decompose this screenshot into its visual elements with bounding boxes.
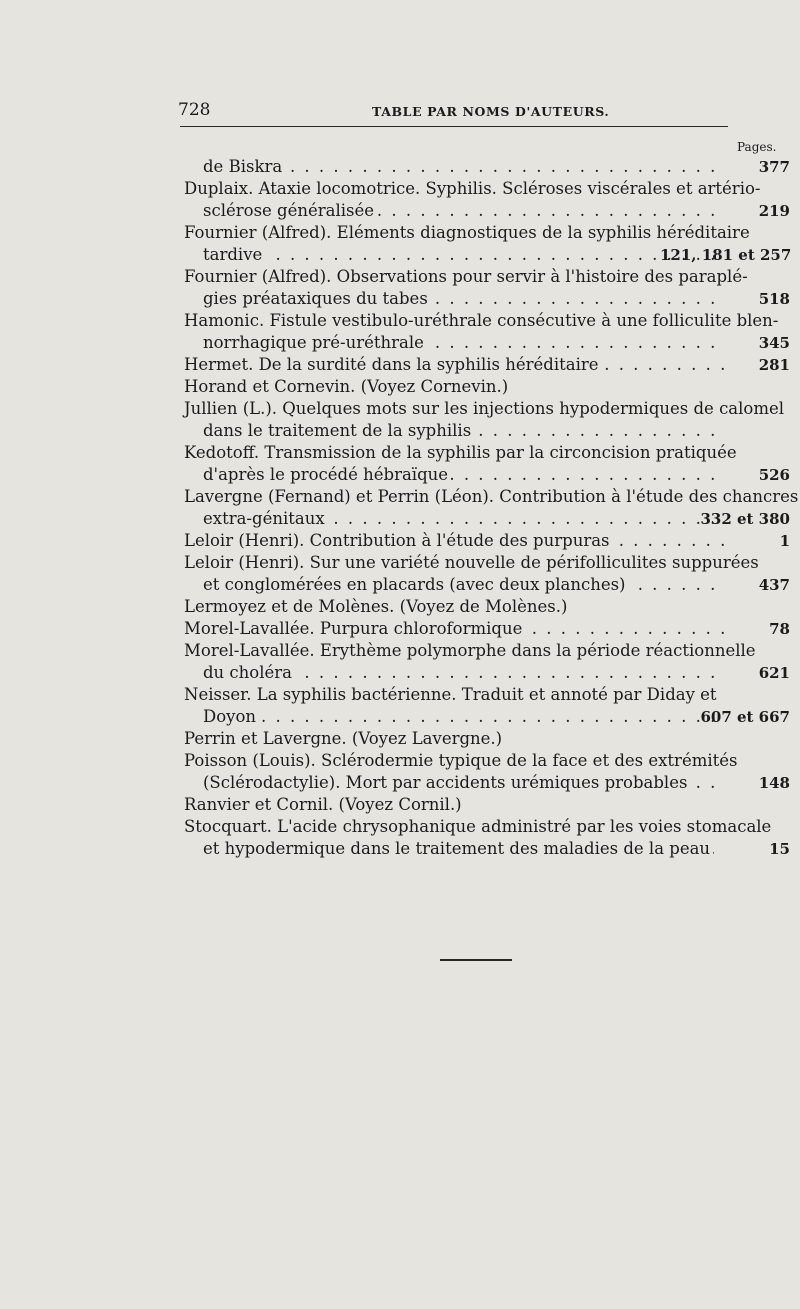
end-rule [440,959,512,961]
entry-first-line [184,750,738,772]
pages-column-label: Pages. [737,140,777,154]
entry-text: de Biskra [203,157,285,176]
entry-text: Morel-Lavallée. Purpura chloroformique [184,619,525,638]
entry-text: Poisson (Louis). Sclérodermie typique de la face et des extrémités [184,751,741,770]
index-entry [184,222,792,266]
entry-text: (Sclérodactylie). Mort par accidents urémiques probables [203,773,690,792]
entry-first-line [184,728,724,750]
index-entry [184,618,790,640]
index-entry [184,178,790,222]
entry-text: tardive [203,245,265,264]
page-reference: 526 [758,466,790,484]
entry-first-line [184,398,785,420]
entry-continuation-line [184,838,790,860]
entry-continuation-line [184,706,790,728]
entry-continuation-line [184,420,724,442]
page-reference: 219 [758,202,790,220]
entry-text: et hypodermique dans le traitement des maladies de la peau [203,839,713,858]
entry-continuation-line [184,244,792,266]
entry-text: dans le traitement de la syphilis [203,421,474,440]
entry-continuation-line [184,332,790,354]
page-reference: 121, 181 et 257 [660,246,792,264]
index-entry [184,728,784,750]
index-entry [184,596,784,618]
entry-continuation-line [184,156,790,178]
entry-text: Ranvier et Cornil. (Voyez Cornil.) [184,795,465,814]
entry-text: Hamonic. Fistule vestibulo-uréthrale consécutive à une folliculite blen- [184,311,781,330]
entry-first-line [184,640,756,662]
index-entry [184,310,790,354]
index-entry [184,266,790,310]
page-reference: 345 [758,334,790,352]
page-reference: 1 [779,532,790,550]
entry-first-line [184,816,772,838]
header-rule [180,126,728,127]
entry-text: norrhagique pré-uréthrale [203,333,427,352]
entry-first-line [184,310,779,332]
page-reference: 15 [769,840,790,858]
entry-text: Kedotoff. Transmission de la syphilis par la circoncision pratiquée [184,443,740,462]
entry-first-line [184,354,790,376]
index-entry [184,640,790,684]
entry-text: Perrin et Lavergne. (Voyez Lavergne.) [184,729,505,748]
entry-first-line [184,684,724,706]
index-entry [184,376,784,398]
entry-text: gies préataxiques du tabes [203,289,431,308]
entry-first-line [184,794,724,816]
entry-first-line [184,618,790,640]
entry-continuation-line [184,662,790,684]
page-reference: 607 et 667 [700,708,790,726]
entry-text: sclérose généralisée [203,201,377,220]
entry-text: Leloir (Henri). Contribution à l'étude des purpuras [184,531,613,550]
index-entry [184,816,790,860]
index-entry [184,354,790,376]
page-reference: 148 [758,774,790,792]
entry-text: Hermet. De la surdité dans la syphilis héréditaire [184,355,602,374]
index-entry [184,750,790,794]
entry-text: d'après le procédé hébraïque [203,465,451,484]
entry-continuation-line [184,772,790,794]
entry-first-line [184,596,724,618]
author-index-list [184,156,799,860]
page-reference: 518 [758,290,790,308]
page-reference: 332 et 380 [700,510,790,528]
page-reference: 377 [758,158,790,176]
page-number: 728 [178,100,211,120]
entry-continuation-line [184,464,790,486]
page-reference: 281 [758,356,790,374]
entry-text: extra-génitaux [203,509,328,528]
entry-text: Stocquart. L'acide chrysophanique administré par les voies stomacale [184,817,774,836]
entry-first-line [184,178,761,200]
entry-text: Lavergne (Fernand) et Perrin (Léon). Contribution à l'étude des chancres [184,487,800,506]
entry-text: Jullien (L.). Quelques mots sur les injections hypodermiques de calomel [184,399,787,418]
index-entry [184,684,790,728]
entry-continuation-line [184,574,790,596]
entry-text: Fournier (Alfred). Eléments diagnostiques de la syphilis héréditaire [184,223,753,242]
page-reference: 437 [758,576,790,594]
entry-text: Neisser. La syphilis bactérienne. Traduit et annoté par Diday et [184,685,720,704]
running-title: TABLE PAR NOMS D'AUTEURS. [372,104,610,119]
entry-text: et conglomérées en placards (avec deux planches) [203,575,629,594]
entry-first-line [184,486,799,508]
entry-text: Duplaix. Ataxie locomotrice. Syphilis. Scléroses viscérales et artério- [184,179,764,198]
entry-first-line [184,442,737,464]
entry-text: Doyon [203,707,259,726]
entry-text: Leloir (Henri). Sur une variété nouvelle de périfolliculites suppurées [184,553,762,572]
index-entry [184,794,784,816]
entry-text: Horand et Cornevin. (Voyez Cornevin.) [184,377,511,396]
entry-text: du choléra [203,663,295,682]
page-reference: 78 [769,620,790,638]
index-entry [184,156,790,178]
entry-text: Lermoyez et de Molènes. (Voyez de Molènes.) [184,597,570,616]
entry-continuation-line [184,288,790,310]
index-entry [184,398,784,442]
entry-text: Fournier (Alfred). Observations pour servir à l'histoire des paraplé- [184,267,751,286]
entry-continuation-line [184,200,790,222]
entry-first-line [184,222,750,244]
entry-first-line [184,552,759,574]
entry-first-line [184,266,748,288]
index-entry [184,442,790,486]
index-entry [184,530,790,552]
entry-first-line [184,376,724,398]
entry-first-line [184,530,790,552]
index-entry [184,552,790,596]
page-reference: 621 [758,664,790,682]
entry-text: Morel-Lavallée. Erythème polymorphe dans la période réactionnelle [184,641,759,660]
entry-continuation-line [184,508,790,530]
index-entry [184,486,799,530]
